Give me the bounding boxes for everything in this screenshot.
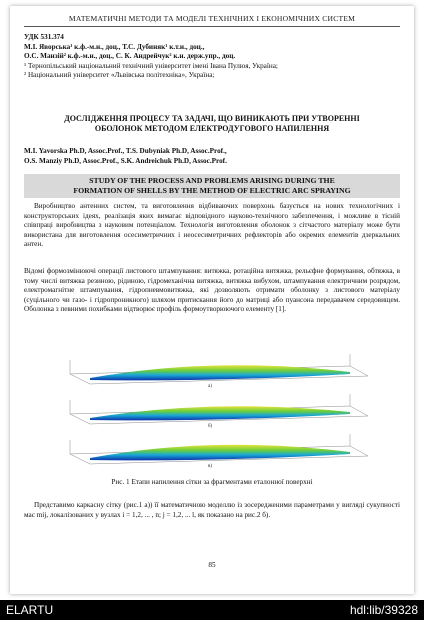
paragraph-3: Представимо каркасну сітку (рис.1 а)) її математичною моделлю із зосередженими параметрами у вигляді сукупності мас mij, локалізованих у вузлах i = 1,2, ... , n; j = 1,2, ... l, як показано на рис.2 б). <box>24 501 400 519</box>
affiliation-2: ² Національний університет «Львівська політехніка», Україна; <box>24 71 215 80</box>
udc-code: УДК 531.374 <box>24 33 64 41</box>
front-matter <box>24 33 400 81</box>
title-en-line1: STUDY OF THE PROCESS AND PROBLEMS ARISING DURING THE <box>89 176 335 185</box>
surface-plot-a <box>50 352 380 386</box>
surface-plot-c <box>50 432 380 466</box>
paragraph-2: Відомі формозмінюючі операції листового штампування: витяжка, ротаційна витяжка, рельєфне формування, обтяжка, в тому числі витяжка резиною, рідиною, гідромеханічна витяжка, витяжка вибухом, штампування електричним розрядом, електромагнітне штампування, гідропневмовитяжка, які дозволяють отримати оболонку з листового матеріалу (суцільного чи газо- і гідропроникного) шляхом притискання його до матриці або пуансона передавачем середовищем. Оболонка з певними похибками відтворює профіль формоутворюючого елементу [1]. <box>24 267 400 313</box>
surface-plot-b <box>50 392 380 426</box>
figure-caption: Рис. 1 Етапи напилення сітки за фрагментами еталонної поверхні <box>111 478 313 486</box>
title-en-line2: FORMATION OF SHELLS BY THE METHOD OF ELECTRIC ARC SPRAYING <box>73 185 351 195</box>
figure-spraying-stages <box>50 352 380 470</box>
title-ua-line1: ДОСЛІДЖЕННЯ ПРОЦЕСУ ТА ЗАДАЧІ, ЩО ВИНИКАЮТЬ ПРИ УТВОРЕННІ <box>64 114 360 123</box>
affiliation-1: ¹ Тернопільський національний технічний університет імені Івана Пулюя, Україна; <box>24 61 278 70</box>
header-rule <box>24 26 400 27</box>
paragraph-1: Виробництво антенних систем, та виготовлення відбиваючих поверхонь базується на нових технологічних і конструкторських ідеях, реалізація яких вимагає відповідного науково-технічного забезпечення, і можливе в тісній співпраці виробництва з науковим потенціалом. Технологія виготовлення оболонок з сітчастого матеріалу може бути використана для виготовлення осесиметричних і неосесиметричних рефлекторів або окремих елементів дзеркальних антен. <box>24 202 400 248</box>
authors-ua-line1: М.І. Яворська¹ к.ф.-м.н., доц., Т.С. Дубиняк¹ к.т.н., доц., <box>24 42 205 51</box>
authors-en-line2: O.S. Manziy Ph.D, Assoc.Prof., S.K. Andreichuk Ph.D, Assoc.Prof. <box>24 156 227 165</box>
title-ua-line2: ОБОЛОНОК МЕТОДОМ ЕЛЕКТРОДУГОВОГО НАПИЛЕННЯ <box>94 124 330 133</box>
title-english <box>24 174 400 198</box>
document-page <box>10 6 414 594</box>
page-number: 85 <box>208 561 216 569</box>
repository-label[interactable]: ELARTU <box>6 603 54 617</box>
handle-identifier[interactable]: hdl:lib/39328 <box>349 603 418 617</box>
authors-english <box>24 147 400 167</box>
viewer-footer-bar <box>0 600 424 620</box>
sub-label-c: в) <box>208 464 213 469</box>
sub-label-b: б) <box>208 424 213 429</box>
authors-ua-line2: О.С. Манзій² к.ф.-м.н., доц., С. К. Андрейчук² к.н. держ.упр., доц. <box>24 52 236 61</box>
sub-label-a: а) <box>208 384 212 389</box>
authors-en-line1: M.I. Yavorska Ph.D, Assoc.Prof., T.S. Dubyniak Ph.D, Assoc.Prof., <box>24 147 227 155</box>
title-ukrainian <box>24 114 400 134</box>
running-head: МАТЕМАТИЧНІ МЕТОДИ ТА МОДЕЛІ ТЕХНІЧНИХ І ЕКОНОМІЧНИХ СИСТЕМ <box>68 14 356 23</box>
